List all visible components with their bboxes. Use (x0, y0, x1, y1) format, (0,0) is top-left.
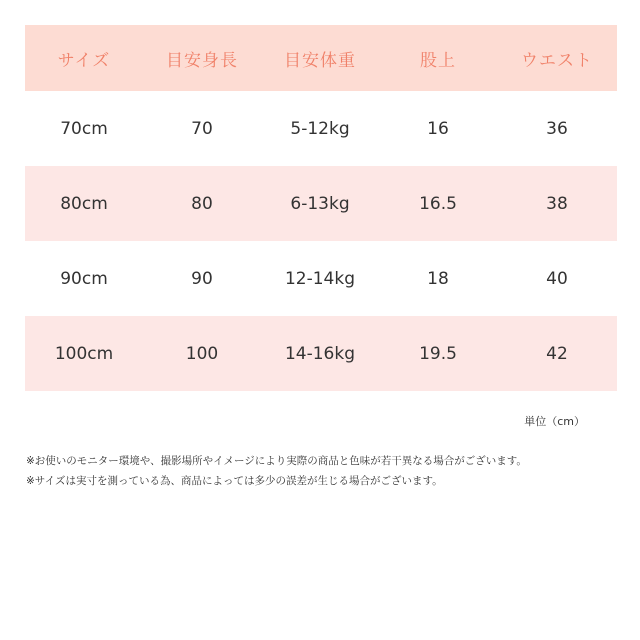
table-header-row (25, 25, 617, 91)
weight-cell: 12-14kg (284, 268, 356, 289)
table-row (25, 91, 617, 166)
disclaimer-notes (26, 451, 626, 491)
rise-cell: 19.5 (419, 343, 457, 364)
table-row (25, 241, 617, 316)
height-cell: 90 (191, 268, 213, 289)
height-cell: 100 (185, 343, 219, 364)
weight-cell: 14-16kg (284, 343, 356, 364)
height-cell: 70 (191, 118, 213, 139)
unit-note: 単位（cm） (524, 415, 585, 428)
weight-cell: 6-13kg (290, 193, 350, 214)
size-cell: 90cm (60, 268, 108, 289)
waist-cell: 36 (546, 118, 568, 139)
note-line: ※サイズは実寸を測っている為、商品によっては多少の誤差が生じる場合がございます。 (26, 475, 443, 487)
rise-cell: 18 (427, 268, 449, 289)
header-size: サイズ (57, 50, 111, 71)
header-waist: ウエスト (521, 50, 593, 71)
size-cell: 80cm (60, 193, 108, 214)
weight-cell: 5-12kg (290, 118, 350, 139)
header-weight: 目安体重 (284, 50, 356, 71)
note-line: ※お使いのモニター環境や、撮影場所やイメージにより実際の商品と色味が若干異なる場合がございます。 (26, 455, 527, 467)
size-table (25, 25, 617, 391)
header-rise: 股上 (420, 50, 456, 71)
height-cell: 80 (191, 193, 213, 214)
size-cell: 100cm (54, 343, 114, 364)
size-cell: 70cm (60, 118, 108, 139)
rise-cell: 16 (427, 118, 449, 139)
waist-cell: 40 (546, 268, 568, 289)
waist-cell: 42 (546, 343, 568, 364)
table-row (25, 316, 617, 391)
header-height: 目安身長 (166, 50, 238, 71)
waist-cell: 38 (546, 193, 568, 214)
table-row (25, 166, 617, 241)
rise-cell: 16.5 (419, 193, 457, 214)
